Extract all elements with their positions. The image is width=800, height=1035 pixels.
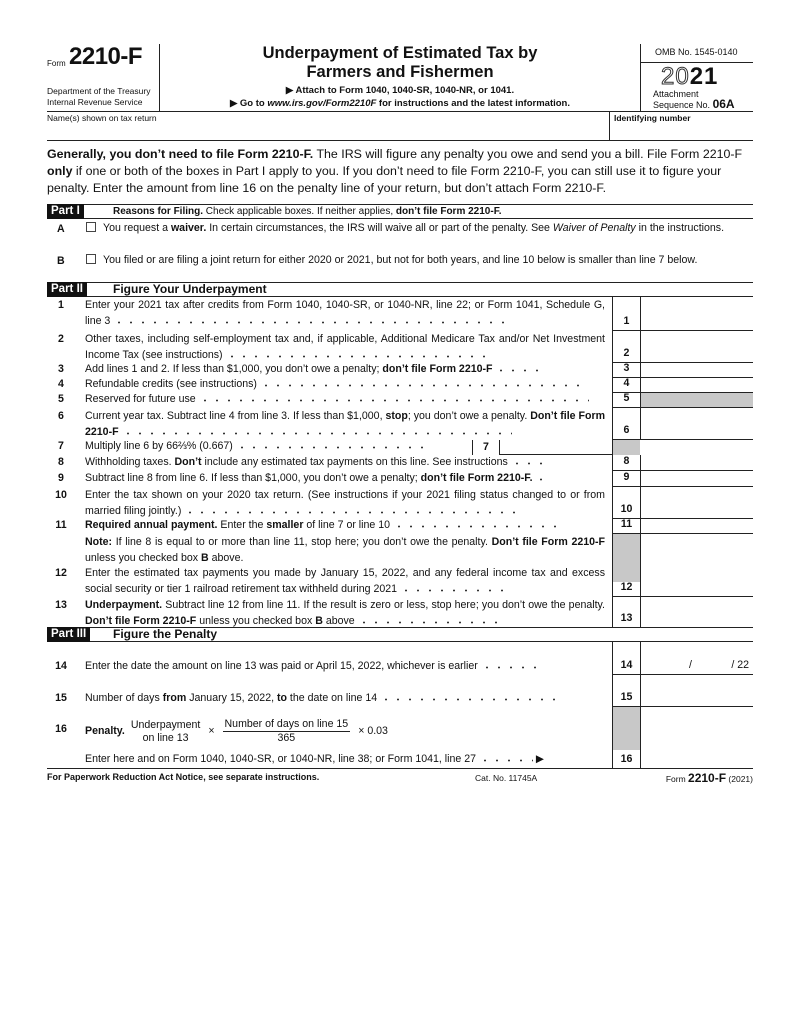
date-year: / 22	[731, 658, 749, 671]
line-box	[612, 519, 640, 534]
line-box	[612, 331, 640, 363]
goto-post: for instructions and the latest information.	[376, 98, 571, 109]
line-4-amount[interactable]	[640, 378, 753, 393]
letter-a: A	[57, 223, 65, 235]
line-8	[47, 455, 753, 471]
underpayment-term	[131, 719, 201, 745]
line-6-amount[interactable]	[640, 408, 753, 440]
days-fraction	[223, 718, 351, 745]
line-number: 15	[55, 691, 67, 704]
checkbox-b[interactable]	[86, 254, 96, 264]
dot-leader	[495, 364, 545, 372]
l15a: Number of days	[85, 691, 163, 704]
line-11-amount[interactable]	[640, 519, 753, 534]
footer	[47, 768, 753, 786]
line-16-blank	[640, 707, 753, 750]
term-1: Underpayment	[130, 718, 201, 731]
form-header	[47, 44, 753, 112]
l8a: Withholding taxes.	[85, 455, 175, 468]
intro-bold: Generally, you don’t need to file Form 2210-F.	[47, 147, 314, 161]
intro-t2: if one or both of the boxes in Part I apply to you. If you don’t need to file Form 2210-F, you can still use it to figure your penalty. Enter the amount from line 16 on the penalty line of your return, but don’t attach Form 2210-F.	[47, 164, 722, 195]
dot-leader	[236, 441, 426, 449]
line-16-formula	[47, 707, 753, 750]
line-number: 9	[58, 471, 64, 484]
omb-box	[640, 44, 753, 112]
line-text	[85, 439, 465, 455]
goto-note	[160, 97, 640, 110]
line-14	[47, 642, 753, 675]
service: Internal Revenue Service	[47, 97, 143, 107]
line-box	[612, 471, 640, 487]
line-text	[85, 471, 605, 487]
year-bold: 21	[689, 63, 719, 90]
l11a: Required annual payment.	[85, 518, 218, 531]
l7: Multiply line 6 by 66⅔% (0.667)	[85, 439, 233, 452]
l11c: smaller	[266, 518, 304, 531]
dot-leader	[481, 661, 545, 669]
part2-label: Part II	[47, 282, 87, 297]
line-1-amount[interactable]	[640, 297, 753, 331]
attachment-seq	[653, 89, 735, 110]
line-12-amount[interactable]	[640, 565, 753, 597]
part1-title	[113, 205, 501, 218]
line-7-amount[interactable]	[500, 440, 612, 455]
form-number: 2210-F	[69, 43, 143, 70]
part1-label: Part I	[47, 204, 84, 219]
line-number: 8	[58, 455, 64, 468]
intro-only: only	[47, 164, 73, 178]
l15c: January 15, 2022,	[186, 691, 277, 704]
box-number: 13	[620, 611, 633, 624]
line-text	[85, 659, 605, 675]
line-text	[85, 598, 605, 629]
dot-leader	[122, 427, 512, 435]
line-text	[85, 566, 605, 597]
goto-url[interactable]: www.irs.gov/Form2210F	[267, 98, 377, 109]
line-number: 1	[58, 299, 64, 311]
attachment-label: Attachment	[653, 89, 699, 99]
line-box	[612, 675, 640, 707]
part3-header	[47, 627, 753, 642]
line-14-date[interactable]	[640, 642, 753, 675]
line-13	[47, 597, 753, 628]
line-box	[612, 750, 640, 768]
line-number: 4	[58, 377, 64, 390]
l5: Reserved for future use	[85, 392, 196, 405]
l8c: include any estimated tax payments on this line. See instructions	[201, 455, 508, 468]
note-f: above.	[208, 551, 244, 564]
line-5-amount-shaded	[640, 393, 753, 408]
paperwork-notice: For Paperwork Reduction Act Notice, see separate instructions.	[47, 772, 320, 782]
ff-year: (2021)	[726, 774, 753, 784]
box-number: 2	[623, 346, 630, 359]
line-text	[85, 518, 605, 534]
line-16	[47, 750, 753, 768]
box-number: 11	[620, 517, 633, 530]
l12: Enter the estimated tax payments you made by January 15, 2022, and any federal income tax and excess social security or tier 1 railroad retirement tax withheld during 2021	[85, 567, 605, 595]
box-number: 9	[623, 470, 630, 483]
line-number: 10	[55, 489, 67, 501]
checkbox-b-text: You filed or are filing a joint return for either 2020 or 2021, but not for both years, and line 10 below is smaller than line 7 below.	[103, 254, 698, 266]
line-15	[47, 675, 753, 707]
box-number: 16	[620, 752, 633, 765]
line-2	[47, 331, 753, 363]
box-number: 15	[620, 690, 633, 703]
part2-header	[47, 282, 753, 297]
intro-text	[47, 146, 753, 197]
sequence-label: Sequence No.	[653, 100, 711, 110]
letter-b: B	[57, 255, 65, 267]
a-t1: You request a	[103, 222, 171, 234]
line-6	[47, 408, 753, 440]
checkbox-row-a	[47, 220, 753, 251]
line-text	[85, 377, 605, 393]
dot-leader	[226, 350, 486, 358]
checkbox-a[interactable]	[86, 222, 96, 232]
line-15-amount[interactable]	[640, 675, 753, 707]
checkbox-row-b	[47, 252, 753, 282]
line-text	[85, 488, 605, 519]
line-7	[47, 440, 753, 455]
l6a: Current year tax. Subtract line 4 from line 3. If less than $1,000,	[85, 410, 386, 422]
tax-year	[661, 63, 718, 91]
line-text	[85, 298, 605, 329]
line-box	[612, 297, 640, 331]
note-row	[47, 534, 753, 565]
omb-number: OMB No. 1545-0140	[641, 44, 753, 63]
line-13-amount[interactable]	[640, 597, 753, 628]
line-7-box: 7	[472, 440, 500, 455]
line-number: 16	[55, 722, 67, 735]
l6d: Don’t file Form 2210-F	[85, 410, 605, 438]
frac-top: Number of days on line 15	[224, 718, 349, 730]
box-number: 5	[623, 391, 630, 404]
line-9	[47, 471, 753, 487]
line-11	[47, 519, 753, 534]
times-sign: ×	[208, 724, 215, 737]
dot-leader	[535, 473, 547, 481]
line-12	[47, 565, 753, 597]
line-text	[85, 362, 605, 378]
rate: × 0.03	[358, 724, 388, 737]
line-number: 12	[55, 567, 67, 579]
part3-label: Part III	[47, 627, 90, 642]
dot-leader	[358, 616, 498, 624]
term-2: on line 13	[142, 731, 189, 744]
l11b: Enter the	[217, 518, 267, 531]
checkbox-a-text	[103, 221, 751, 235]
arrow-right-icon: ▶	[535, 752, 545, 765]
penalty-label: Penalty.	[85, 724, 125, 737]
line-text	[85, 332, 605, 363]
l3b: don’t file Form 2210-F	[382, 362, 493, 375]
line-text	[85, 409, 605, 440]
l3a: Add lines 1 and 2. If less than $1,000, you don’t owe a penalty;	[85, 362, 383, 375]
line-box	[612, 597, 640, 628]
box-number: 12	[620, 580, 633, 593]
box-number: 1	[623, 314, 630, 327]
title-line1: Underpayment of Estimated Tax by	[262, 44, 538, 62]
l15b: from	[162, 691, 187, 704]
l14: Enter the date the amount on line 13 was paid or April 15, 2022, whichever is earlier	[85, 659, 478, 672]
title-line2: Farmers and Fishermen	[306, 63, 494, 81]
note-a: Note:	[85, 536, 113, 548]
note-d: unless you checked box	[85, 551, 202, 564]
frac-bottom: 365	[277, 732, 296, 744]
agency	[47, 86, 150, 108]
l1-text: Enter your 2021 tax after credits from Form 1040, 1040-SR, or 1040-NR, line 22; or Form 1041, Schedule G, line 3	[85, 299, 605, 327]
dot-leader	[400, 584, 510, 592]
note-e: B	[201, 551, 209, 564]
line-number: 6	[58, 410, 64, 422]
name-field[interactable]: Name(s) shown on tax return	[47, 113, 157, 123]
part1-header	[47, 204, 753, 219]
line-16-amount[interactable]	[640, 750, 753, 768]
dot-leader	[113, 316, 513, 324]
identifying-number-field[interactable]: Identifying number	[609, 112, 691, 141]
line-8-amount[interactable]	[640, 455, 753, 471]
l15d: to	[276, 691, 287, 704]
dot-leader	[393, 520, 563, 528]
box-number: 6	[623, 423, 630, 436]
line-box	[612, 487, 640, 519]
dot-leader	[260, 379, 585, 387]
line-number: 14	[55, 659, 67, 672]
part2-title: Figure Your Underpayment	[113, 282, 267, 296]
p1-tb2: don’t file Form 2210-F.	[395, 206, 502, 217]
names-row	[47, 112, 753, 141]
line-box	[612, 581, 640, 597]
ff-pre: Form	[665, 774, 689, 784]
l15e: the date on line 14	[286, 691, 378, 704]
line-10	[47, 487, 753, 519]
l9a: Subtract line 8 from line 6. If less than $1,000, you don’t owe a penalty;	[85, 471, 421, 484]
line-text	[85, 392, 605, 408]
penalty-formula	[85, 718, 605, 745]
box-number: 10	[620, 502, 633, 515]
dot-leader	[199, 394, 589, 402]
l13b: Subtract line 12 from line 11. If the result is zero or less, stop here; you don’t owe the penalty.	[162, 599, 605, 611]
line-number: 11	[55, 518, 67, 531]
l16-enter: Enter here and on Form 1040, 1040-SR, or 1040-NR, line 38; or Form 1041, line 27	[85, 752, 477, 765]
line-text	[85, 752, 605, 768]
line-number: 2	[58, 333, 64, 345]
part3-title: Figure the Penalty	[113, 627, 218, 641]
dot-leader	[511, 457, 547, 465]
a-b: waiver.	[170, 222, 207, 234]
box-number: 3	[623, 361, 630, 374]
note-text	[85, 535, 605, 566]
a-i: Waiver of Penalty	[552, 222, 636, 234]
l13f: above	[322, 614, 355, 627]
l6b: stop	[385, 410, 408, 422]
l10: Enter the tax shown on your 2020 tax return. (See instructions if your 2021 filing status changed to or from married filing jointly.)	[85, 489, 605, 517]
line-text	[85, 455, 605, 471]
line-5	[47, 393, 753, 408]
a-t2: In certain circumstances, the IRS will waive all or part of the penalty. See	[206, 222, 553, 234]
catalog-number: Cat. No. 11745A	[475, 773, 538, 783]
p1-t: Check applicable boxes. If neither applies,	[203, 206, 396, 217]
line-number: 3	[58, 362, 64, 375]
line-box	[612, 642, 640, 675]
line-text	[85, 691, 605, 707]
l11d: of line 7 or line 10	[303, 518, 391, 531]
l13d: unless you checked box	[196, 614, 316, 627]
l9b: don’t file Form 2210-F.	[420, 471, 533, 484]
year-outline: 20	[661, 63, 690, 90]
form-id	[47, 44, 160, 112]
line-1	[47, 297, 753, 331]
l13e: B	[315, 614, 323, 627]
department: Department of the Treasury	[47, 86, 151, 96]
box-number: 14	[620, 658, 633, 671]
box-number: 8	[623, 454, 630, 467]
form-title	[160, 44, 640, 112]
note-c: Don’t file Form 2210-F	[491, 536, 606, 548]
line-10-amount[interactable]	[640, 487, 753, 519]
line-number: 13	[55, 599, 67, 611]
line-3-amount[interactable]	[640, 363, 753, 378]
dot-leader	[184, 506, 524, 514]
l13c: Don’t file Form 2210-F	[85, 614, 197, 627]
line-9-amount[interactable]	[640, 471, 753, 487]
l2-text: Other taxes, including self-employment tax and, if applicable, Additional Medicare Tax and/or Net Investment Income Tax (see instructions)	[85, 333, 605, 361]
a-t3: in the instructions.	[635, 222, 725, 234]
line-box-shaded	[612, 707, 640, 750]
intro-t1: The IRS will figure any penalty you owe and send you a bill. File Form 2210-F	[313, 147, 743, 161]
attach-note: ▶ Attach to Form 1040, 1040-SR, 1040-NR, or 1041.	[285, 85, 515, 96]
dot-leader	[380, 693, 560, 701]
dot-leader	[479, 754, 533, 762]
ff-num: 2210-F	[688, 771, 727, 785]
sequence-number: 06A	[712, 97, 735, 111]
form-label: Form	[47, 59, 66, 68]
l13a: Underpayment.	[85, 599, 163, 611]
l8b: Don’t	[174, 455, 202, 468]
line-2-amount[interactable]	[640, 331, 753, 363]
l6c: ; you don’t owe a penalty.	[407, 410, 531, 422]
line-box	[612, 393, 640, 408]
note-b: If line 8 is equal to or more than line 11, stop here; you don’t owe the penalty.	[112, 536, 492, 548]
note-amount-blank	[640, 534, 753, 565]
date-slash: /	[689, 658, 692, 671]
line-box	[612, 408, 640, 440]
line-number: 7	[58, 439, 64, 452]
line-number: 5	[58, 392, 64, 405]
box-number: 4	[623, 376, 630, 389]
p1-tb: Reasons for Filing.	[113, 206, 204, 217]
l4: Refundable credits (see instructions)	[85, 377, 257, 390]
goto-pre: ▶ Go to	[229, 98, 268, 109]
footer-form-id	[666, 771, 753, 785]
